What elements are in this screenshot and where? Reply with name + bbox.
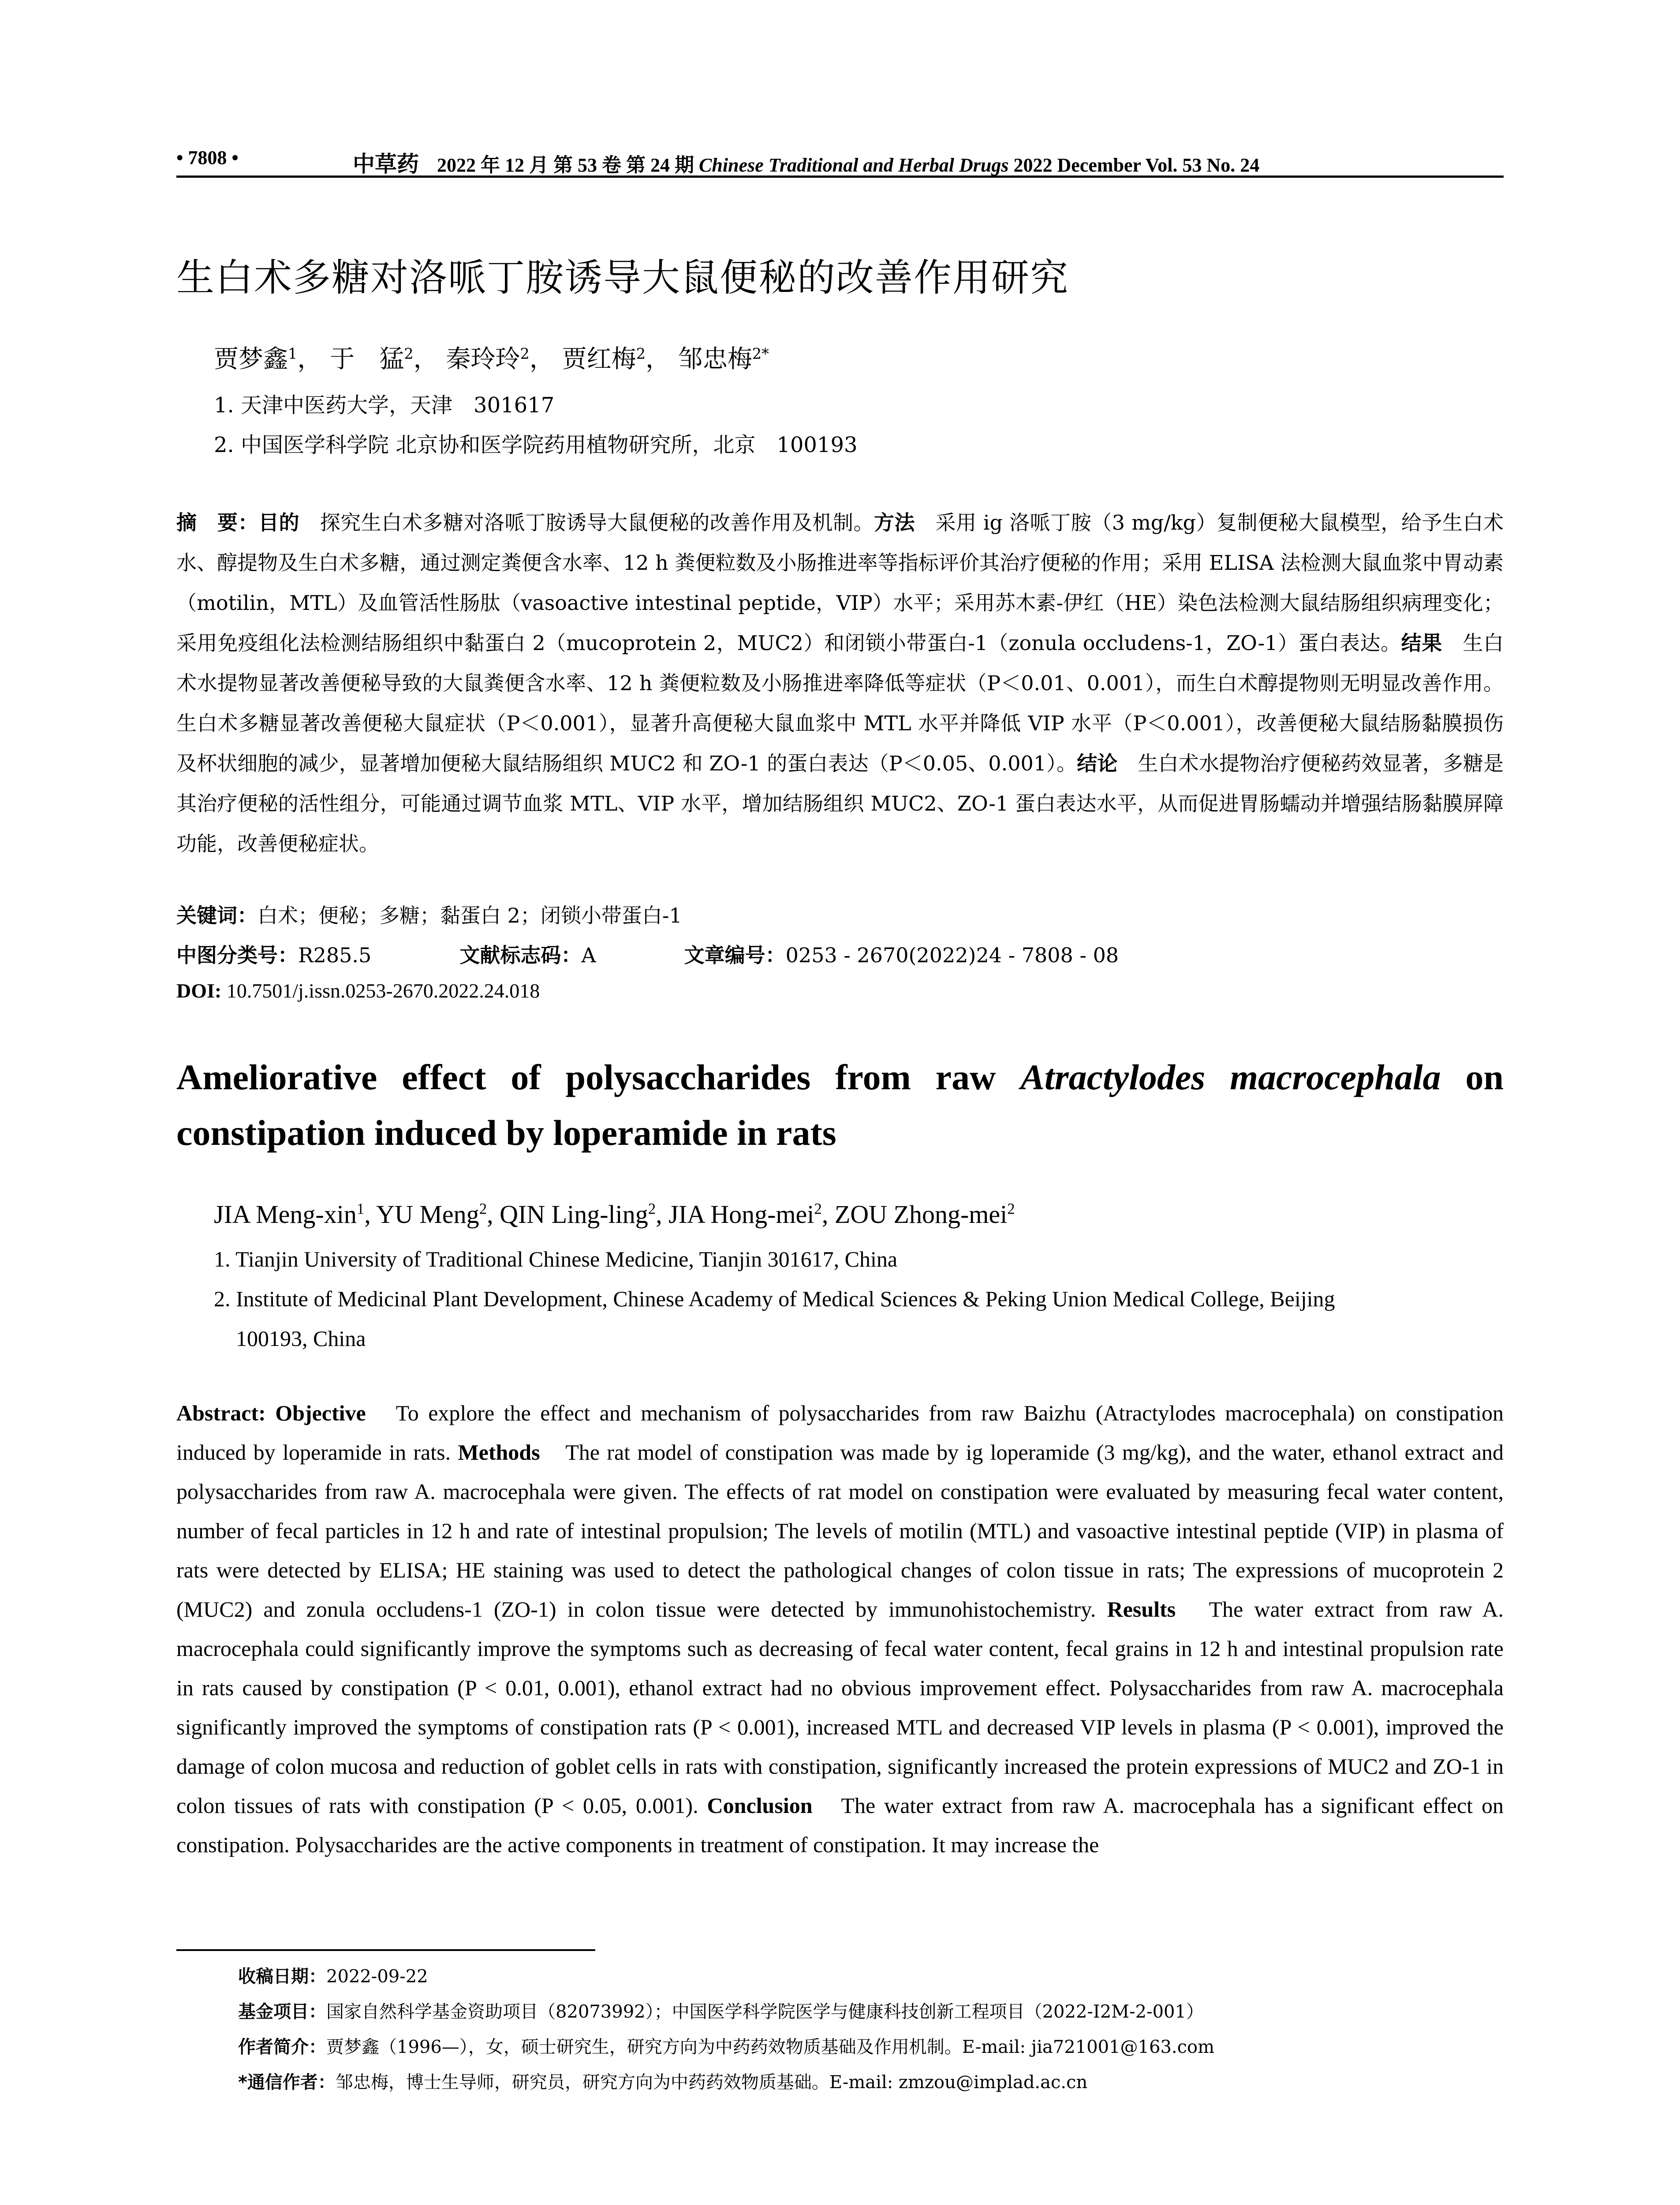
authors-en: JIA Meng-xin$^1$, YU Meng$^2$, QIN Ling-ling$^2$, JIA Hong-mei$^2$, ZOU Zhong-mei$^2$ bbox=[214, 1200, 1015, 1229]
affiliation-en-1: 1. Tianjin University of Traditional Chinese Medicine, Tianjin 301617, China bbox=[214, 1247, 898, 1271]
affiliation-en-2-cont: 100193, China bbox=[236, 1326, 366, 1351]
affiliation-cn-1: 1. 天津中医药大学，天津 301617 bbox=[214, 393, 555, 418]
doi-link[interactable]: 10.7501/j.issn.0253-2670.2022.24.018 bbox=[226, 979, 540, 1002]
footnote-author-bio bbox=[238, 2033, 1214, 2058]
objective-en: To explore the effect and mechanism of polysaccharides from raw Baizhu (Atractylodes macrocephala) on constipation induced by loperamide in rats. bbox=[176, 1401, 1504, 1465]
page-number: • 7808 • bbox=[176, 147, 239, 168]
journal-info bbox=[353, 146, 1259, 178]
keywords-cn bbox=[176, 900, 682, 929]
doi-line bbox=[176, 979, 540, 1002]
footnote-label: 基金项目： bbox=[238, 2002, 326, 2022]
conclusion-label-en: Conclusion bbox=[707, 1793, 813, 1818]
objective-cn: 探究生白术多糖对洛哌丁胺诱导大鼠便秘的改善作用及机制。 bbox=[299, 511, 874, 534]
title-en-species: Atractylodes macrocephala bbox=[1020, 1057, 1441, 1097]
affiliation-cn-2: 2. 中国医学科学院 北京协和医学院药用植物研究所，北京 100193 bbox=[214, 433, 858, 457]
conclusion-label-cn: 结论 bbox=[1077, 751, 1118, 775]
issue-en: 2022 December Vol. 53 No. 24 bbox=[1013, 154, 1260, 176]
abstract-label-en: Abstract: bbox=[176, 1401, 266, 1425]
footnote-text: 国家自然科学基金资助项目（82073992）；中国医学科学院医学与健康科技创新工程项目（2022-I2M-2-001） bbox=[326, 2002, 1204, 2022]
author-sup: 1 bbox=[356, 1200, 365, 1218]
abstract-en bbox=[176, 1394, 1504, 1865]
author-sup: 2 bbox=[479, 1200, 487, 1218]
author-cn: 贾红梅 bbox=[562, 345, 636, 374]
journal-logo-cn: 中草药 bbox=[353, 152, 419, 176]
methods-cn: 采用 ig 洛哌丁胺（3 mg/kg）复制便秘大鼠模型，给予生白术水、醇提物及生白术多糖，通过测定粪便含水率、12 h 粪便粒数及小肠推进率等指标评价其治疗便秘的作用；采用 ELISA 法检测大鼠血浆中胃动素（motilin，MTL）及血管活性肠肽（vasoactive intestinal peptide，VIP）水平；采用苏木素-伊红（HE）染色法检测大鼠结肠组织病理变化；采用免疫组化法检测结肠组织中黏蛋白 2（mucoprotein 2，MUC2）和闭锁小带蛋白-1（zonula occludens-1，ZO-1）蛋白表达。 bbox=[176, 511, 1504, 655]
author-cn: 秦玲玲 bbox=[446, 345, 520, 374]
footnote-received bbox=[238, 1962, 428, 1988]
author-sup: 2 bbox=[520, 345, 530, 363]
methods-label-cn: 方法 bbox=[874, 511, 915, 534]
doccode-label: 文献标志码： bbox=[459, 943, 582, 967]
affiliation-en-2-num: 2. bbox=[214, 1286, 231, 1311]
results-cn: 生白术水提物显著改善便秘导致的大鼠粪便含水率、12 h 粪便粒数及小肠推进率降低等症状（P＜0.01、0.001），而生白术醇提物则无明显改善作用。生白术多糖显著改善便秘大鼠症状（P＜0.001），显著升高便秘大鼠血浆中 MTL 水平并降低 VIP 水平（P＜0.001），改善便秘大鼠结肠黏膜损伤及杯状细胞的减少，显著增加便秘大鼠结肠组织 MUC2 和 ZO-1 的蛋白表达（P＜0.05、0.001）。 bbox=[176, 631, 1504, 775]
author-cn: 于 猛 bbox=[330, 345, 404, 374]
author-sup: 2 bbox=[814, 1200, 822, 1218]
doi-label: DOI: bbox=[176, 979, 222, 1002]
title-en-part1: Ameliorative effect of polysaccharides from raw bbox=[176, 1057, 1021, 1097]
methods-en: The rat model of constipation was made by ig loperamide (3 mg/kg), and the water, ethanol extract and polysaccharides from raw A. macrocephala were given. The effects of rat model on constipation were evaluated by measuring fecal water content, number of fecal particles in 12 h and rate of intestinal propulsion; The levels of motilin (MTL) and vasoactive intestinal peptide (VIP) in plasma of rats were detected by ELISA; HE staining was used to detect the pathological changes of colon tissue in rats; The expressions of mucoprotein 2 (MUC2) and zonula occludens-1 (ZO-1) in colon tissue were detected by immunohistochemistry. bbox=[176, 1440, 1504, 1622]
objective-label-en: Objective bbox=[275, 1401, 366, 1425]
issue-cn: 2022 年 12 月 第 53 卷 第 24 期 bbox=[437, 154, 694, 176]
affiliation-en-2 bbox=[214, 1279, 1504, 1358]
keywords-label: 关键词： bbox=[176, 904, 258, 927]
footnote-text: 贾梦鑫（1996—），女，硕士研究生，研究方向为中药药效物质基础及作用机制。E-mail: jia721001@163.com bbox=[326, 2037, 1215, 2057]
footnote-text: 2022-09-22 bbox=[326, 1966, 428, 1987]
results-en: The water extract from raw A. macrocephala could significantly improve the symptoms such as decreasing of fecal water content, fecal grains in 12 h and intestinal propulsion rate in rats caused by constipation (P < 0.01, 0.001), ethanol extract had no obvious improvement effect. Polysaccharides from raw A. macrocephala significantly improved the symptoms of constipation rats (P < 0.001), increased MTL and decreased VIP levels in plasma (P < 0.001), improved the damage of colon mucosa and reduction of goblet cells in rats with constipation, significantly increased the protein expressions of MUC2 and ZO-1 in colon tissues of rats with constipation (P < 0.05, 0.001). bbox=[176, 1597, 1504, 1818]
abstract-label-cn: 摘 要： bbox=[176, 511, 259, 534]
authors-cn: 贾梦鑫$^1$， 于 猛$^2$， 秦玲玲$^2$， 贾红梅$^2$， 邹忠梅$^{2*}$ bbox=[214, 345, 769, 374]
keywords-text: 白术；便秘；多糖；黏蛋白 2；闭锁小带蛋白-1 bbox=[258, 904, 682, 927]
clc-value: R285.5 bbox=[298, 943, 372, 967]
author-en: YU Meng bbox=[376, 1200, 479, 1229]
affiliation-en-2-text: Institute of Medicinal Plant Development, Chinese Academy of Medical Sciences & Peking Union Medical College, Beijing bbox=[236, 1286, 1335, 1311]
footnote-label: *通信作者： bbox=[238, 2072, 336, 2093]
author-sup: 2 bbox=[404, 345, 414, 363]
footnote-label: 作者简介： bbox=[238, 2037, 326, 2057]
clc-label: 中图分类号： bbox=[176, 943, 298, 967]
classification-line bbox=[176, 939, 1119, 968]
title-cn: 生白术多糖对洛哌丁胺诱导大鼠便秘的改善作用研究 bbox=[176, 256, 1069, 300]
conclusion-cn: 生白术水提物治疗便秘药效显著，多糖是其治疗便秘的活性组分，可能通过调节血浆 MTL、VIP 水平，增加结肠组织 MUC2、ZO-1 蛋白表达水平，从而促进胃肠蠕动并增强结肠黏膜屏障功能，改善便秘症状。 bbox=[176, 751, 1504, 856]
author-sup: 2* bbox=[752, 345, 769, 363]
journal-name-en: Chinese Traditional and Herbal Drugs bbox=[699, 154, 1009, 176]
header-rule bbox=[176, 176, 1504, 178]
results-label-cn: 结果 bbox=[1401, 631, 1442, 655]
footnote-funding bbox=[238, 1998, 1204, 2023]
author-en: QIN Ling-ling bbox=[500, 1200, 648, 1229]
author-sup: 2 bbox=[636, 345, 646, 363]
author-en: ZOU Zhong-mei bbox=[834, 1200, 1008, 1229]
author-cn: 贾梦鑫 bbox=[214, 345, 288, 374]
footnote-rule bbox=[176, 1949, 595, 1951]
running-header bbox=[176, 142, 1504, 176]
author-sup: 2 bbox=[1007, 1200, 1015, 1218]
author-sup: 1 bbox=[288, 345, 298, 363]
author-cn: 邹忠梅 bbox=[678, 345, 752, 374]
objective-label-cn: 目的 bbox=[258, 511, 300, 534]
article-no-value: 0253 - 2670(2022)24 - 7808 - 08 bbox=[785, 943, 1119, 967]
author-en: JIA Hong-mei bbox=[668, 1200, 814, 1229]
footnote-text: 邹忠梅，博士生导师，研究员，研究方向为中药药效物质基础。E-mail: zmzou@implad.ac.cn bbox=[335, 2072, 1088, 2093]
results-label-en: Results bbox=[1107, 1597, 1176, 1622]
author-sup: 2 bbox=[648, 1200, 656, 1218]
article-no-label: 文章编号： bbox=[684, 943, 786, 967]
conclusion-en: The water extract from raw A. macrocephala has a significant effect on constipation. Polysaccharides are the active components in treatment of constipation. It may increase the bbox=[176, 1793, 1504, 1857]
title-en bbox=[176, 1050, 1504, 1161]
author-en: JIA Meng-xin bbox=[214, 1200, 357, 1229]
doccode-value: A bbox=[581, 943, 596, 967]
footnote-corresponding bbox=[238, 2068, 1087, 2093]
abstract-cn bbox=[176, 503, 1504, 864]
methods-label-en: Methods bbox=[458, 1440, 540, 1465]
title-en-part2: on constipation induced by loperamide in rats bbox=[176, 1057, 1504, 1153]
footnote-label: 收稿日期： bbox=[238, 1966, 326, 1987]
